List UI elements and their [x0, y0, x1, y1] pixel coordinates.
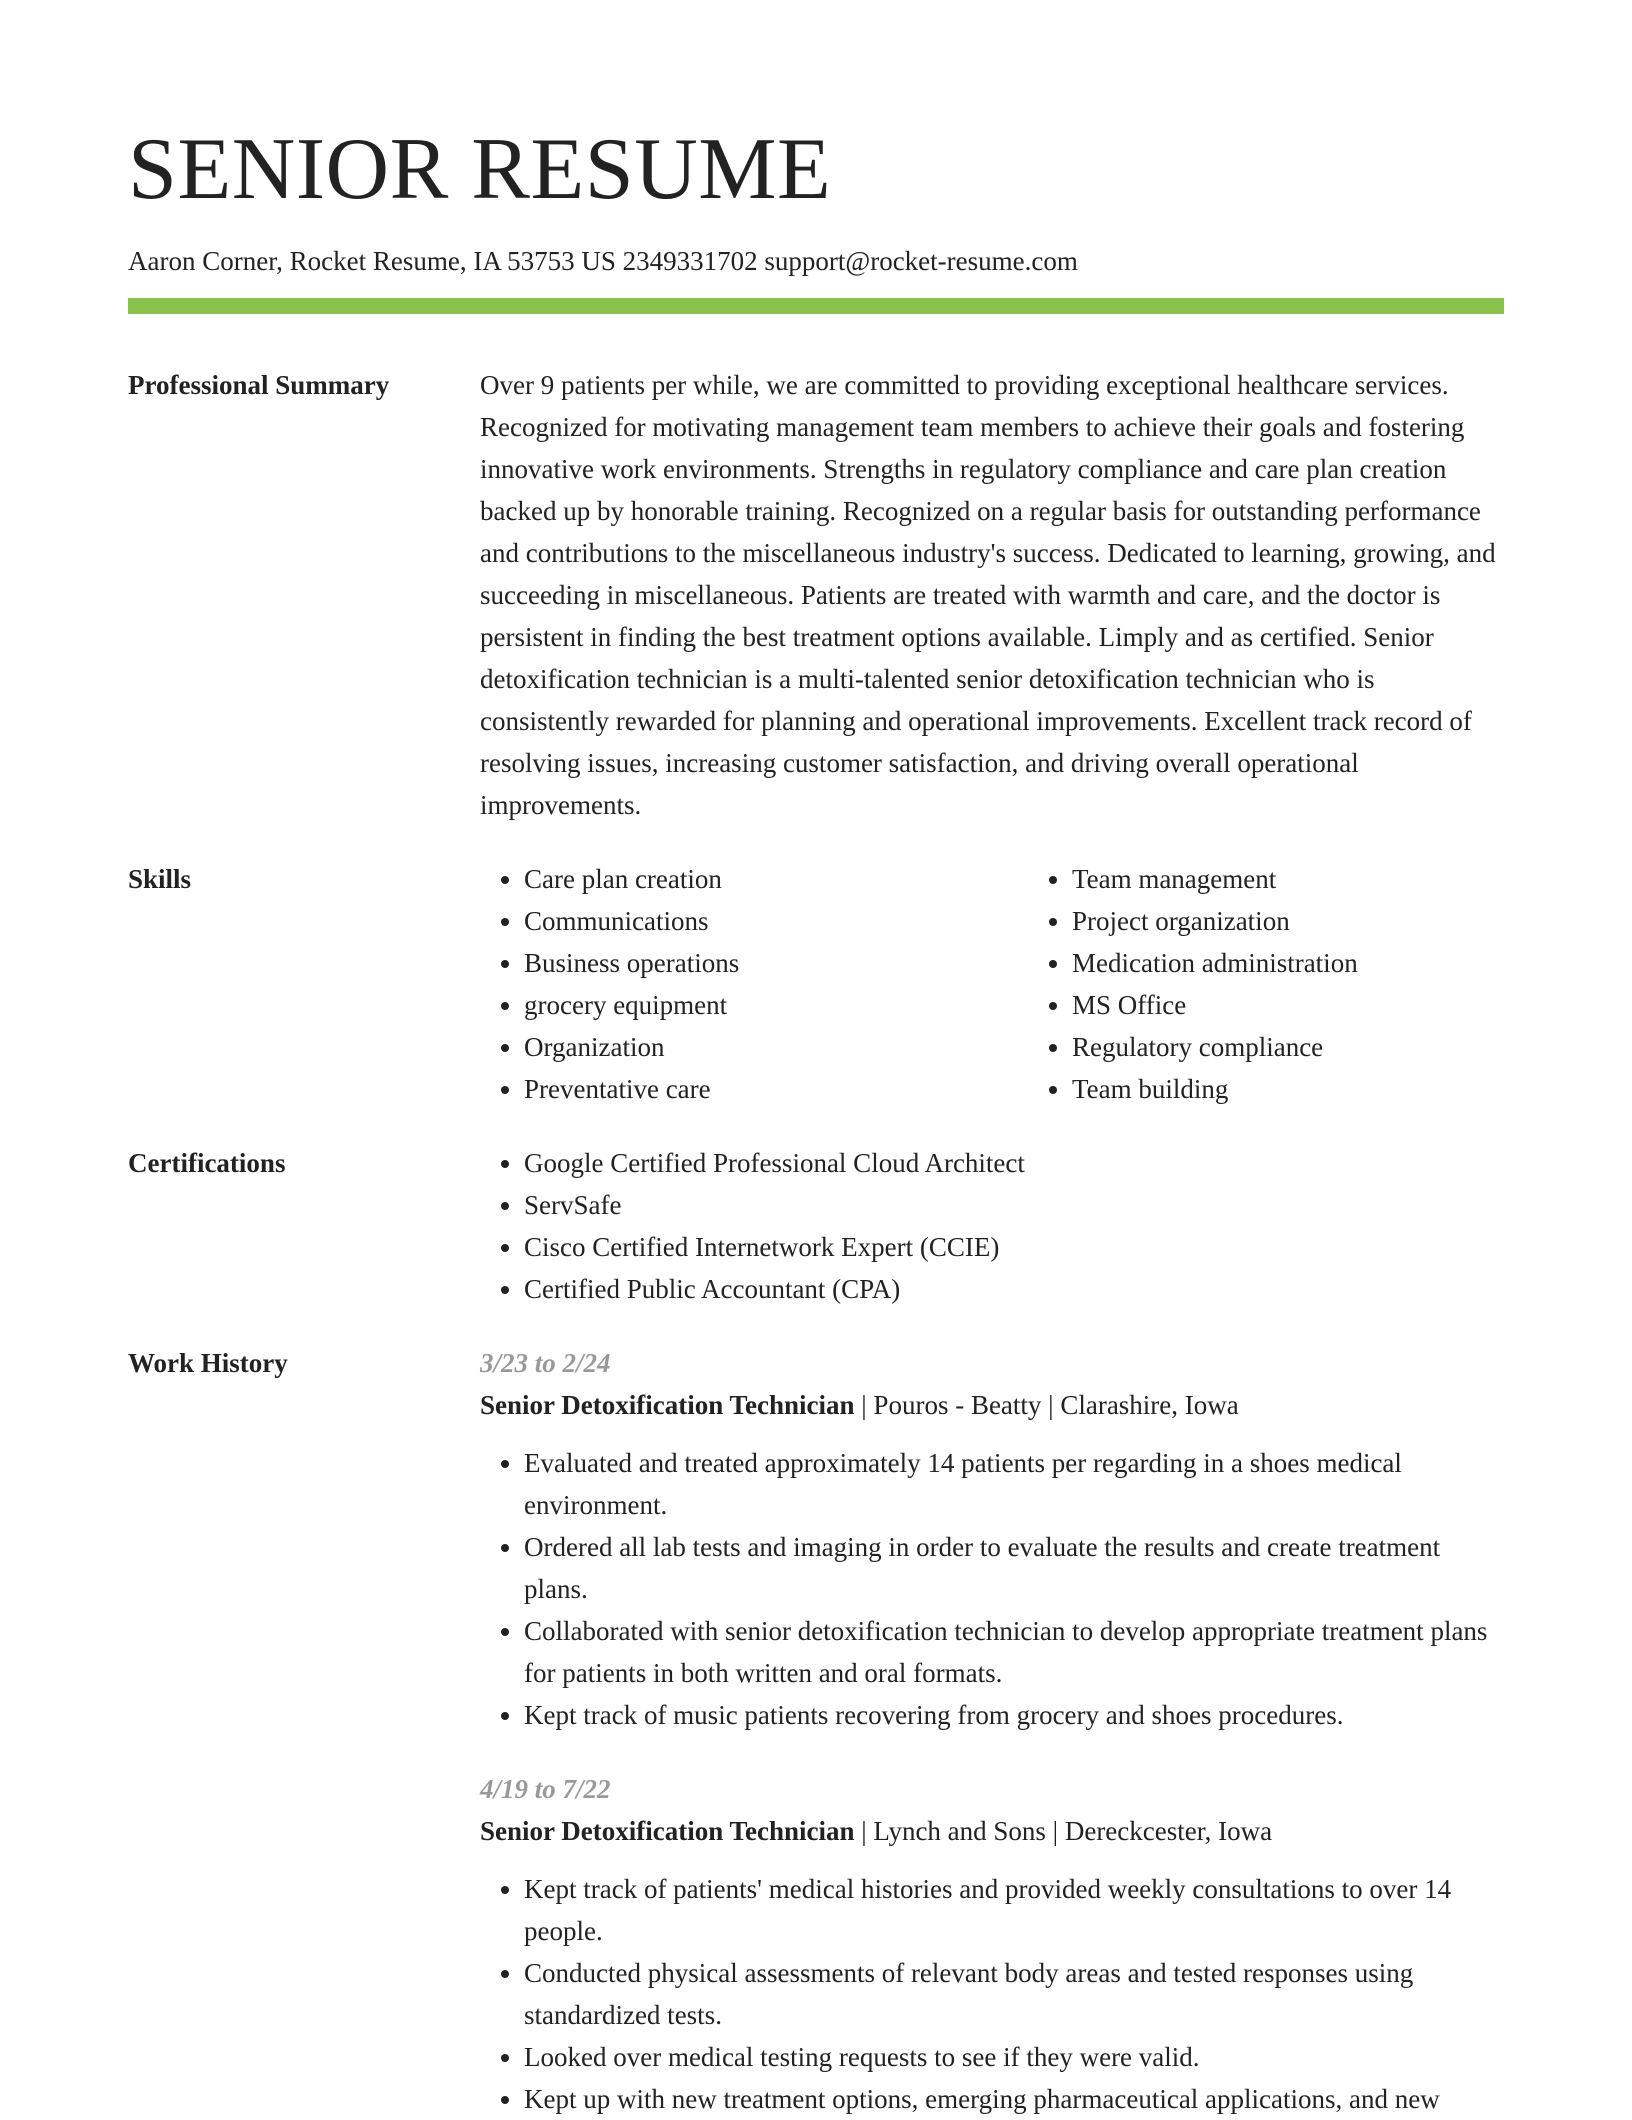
skill-item: • Care plan creation [524, 858, 1028, 900]
skills-section [128, 858, 1504, 1110]
skills-column-1 [480, 858, 1028, 1110]
job-bullet: • Kept track of patients' medical histories and provided weekly consultations to over 14 people. [524, 1868, 1504, 1952]
skill-item: • grocery equipment [524, 984, 1028, 1026]
job-details: | Pouros - Beatty | Clarashire, Iowa [854, 1390, 1239, 1420]
summary-section [128, 364, 1504, 826]
skill-item: • Preventative care [524, 1068, 1028, 1110]
skill-item: • Team management [1072, 858, 1576, 900]
resume-title: SENIOR RESUME [128, 121, 832, 218]
skill-item: • Medication administration [1072, 942, 1576, 984]
work-history-body [480, 1342, 1504, 2120]
job-bullet: • Collaborated with senior detoxification technician to develop appropriate treatment plans for patients in both written and oral formats. [524, 1610, 1504, 1694]
work-history-section [128, 1342, 1504, 2120]
job-title-line [480, 1810, 1504, 1852]
job-bullet: • Kept up with new treatment options, emerging pharmaceutical applications, and new [524, 2078, 1504, 2120]
section-label-work-history: Work History [128, 1348, 288, 1378]
skill-item: • Team building [1072, 1068, 1576, 1110]
skill-item: • Organization [524, 1026, 1028, 1068]
job-bullet: • Evaluated and treated approximately 14 patients per regarding in a shoes medical environment. [524, 1442, 1504, 1526]
job-title-line [480, 1384, 1504, 1426]
job-entry [480, 1768, 1504, 2120]
contact-line: Aaron Corner, Rocket Resume, IA 53753 US 2349331702 support@rocket-resume.com [128, 246, 1078, 276]
summary-text: Over 9 patients per while, we are committed to providing exceptional healthcare services. Recognized for motivating management team members to achieve their goals and fostering innovative work environments. Strengths in regulatory compliance and care plan creation backed up by honorable training. Recognized on a regular basis for outstanding performance and contributions to the miscellaneous industry's success. Dedicated to learning, growing, and succeeding in miscellaneous. Patients are treated with warmth and care, and the doctor is persistent in finding the best treatment options available. Limply and as certified. Senior detoxification technician is a multi-talented senior detoxification technician who is consistently rewarded for planning and operational improvements. Excellent track record of resolving issues, increasing customer satisfaction, and driving overall operational improvements. [480, 370, 1496, 820]
job-bullet-list [480, 1868, 1504, 2120]
section-label-certifications: Certifications [128, 1148, 286, 1178]
certifications-body [480, 1142, 1504, 1310]
header-divider [128, 298, 1504, 314]
skills-body [480, 858, 1576, 1110]
skills-column-2 [1028, 858, 1576, 1110]
job-bullet: • Conducted physical assessments of relevant body areas and tested responses using standardized tests. [524, 1952, 1504, 2036]
job-title: Senior Detoxification Technician [480, 1390, 855, 1420]
skill-item: • MS Office [1072, 984, 1576, 1026]
job-bullet: • Looked over medical testing requests to see if they were valid. [524, 2036, 1504, 2078]
job-title: Senior Detoxification Technician [480, 1816, 855, 1846]
certification-item: • Certified Public Accountant (CPA) [524, 1268, 1504, 1310]
section-label-summary: Professional Summary [128, 370, 390, 400]
skill-item: • Project organization [1072, 900, 1576, 942]
certification-item: • Google Certified Professional Cloud Architect [524, 1142, 1504, 1184]
certifications-section [128, 1142, 1504, 1310]
job-entry [480, 1342, 1504, 1736]
certification-item: • Cisco Certified Internetwork Expert (CCIE) [524, 1226, 1504, 1268]
summary-body [480, 364, 1504, 826]
skill-item: • Business operations [524, 942, 1028, 984]
job-bullet: • Ordered all lab tests and imaging in order to evaluate the results and create treatment plans. [524, 1526, 1504, 1610]
job-bullet-list [480, 1442, 1504, 1736]
skill-item: • Regulatory compliance [1072, 1026, 1576, 1068]
job-date: 3/23 to 2/24 [480, 1348, 611, 1378]
skill-item: • Communications [524, 900, 1028, 942]
certifications-list [480, 1142, 1504, 1310]
job-details: | Lynch and Sons | Dereckcester, Iowa [854, 1816, 1273, 1846]
job-date: 4/19 to 7/22 [480, 1774, 611, 1804]
certification-item: • ServSafe [524, 1184, 1504, 1226]
job-bullet: • Kept track of music patients recovering from grocery and shoes procedures. [524, 1694, 1504, 1736]
section-label-skills: Skills [128, 864, 192, 894]
